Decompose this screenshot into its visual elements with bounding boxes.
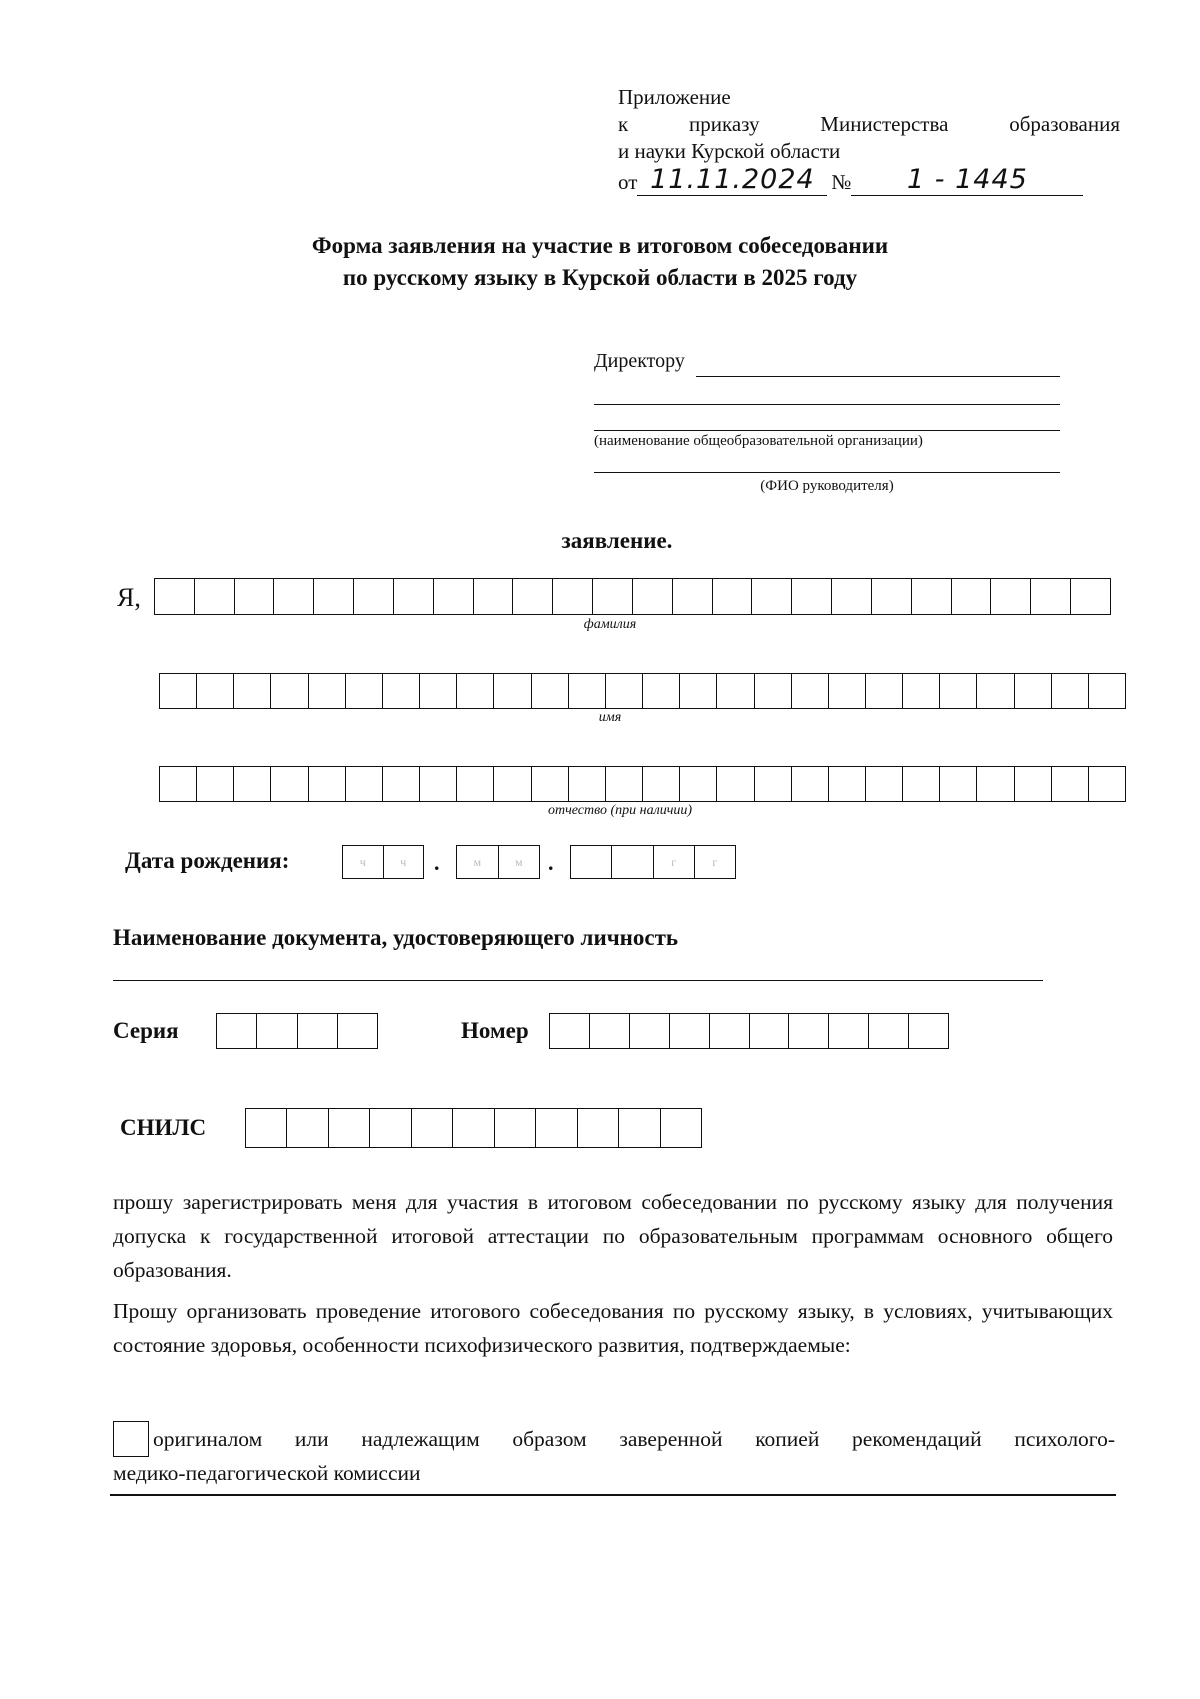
- surname-caption: фамилия: [583, 617, 637, 632]
- input-cell[interactable]: [940, 674, 977, 708]
- input-cell[interactable]: [160, 767, 197, 801]
- input-cell[interactable]: [792, 579, 832, 614]
- input-cell[interactable]: [354, 579, 394, 614]
- snils-label: СНИЛС: [120, 1115, 207, 1140]
- education-word: образования: [1009, 112, 1120, 136]
- fio-line[interactable]: [594, 452, 1060, 473]
- input-cell[interactable]: [160, 674, 197, 708]
- input-cell[interactable]: [309, 767, 346, 801]
- name-cells[interactable]: [159, 673, 1126, 709]
- input-cell[interactable]: [536, 1109, 577, 1147]
- input-cell[interactable]: [513, 579, 553, 614]
- input-cell[interactable]: [234, 767, 271, 801]
- input-cell[interactable]: [412, 1109, 453, 1147]
- input-cell[interactable]: [346, 674, 383, 708]
- director-label: Директору: [594, 350, 685, 372]
- surname-cells[interactable]: [154, 578, 1111, 615]
- input-cell[interactable]: [569, 767, 606, 801]
- input-cell[interactable]: [271, 767, 308, 801]
- input-cell[interactable]: [713, 579, 753, 614]
- input-cell[interactable]: [869, 1014, 909, 1048]
- pmpk-option-line1: оригиналом или надлежащим образом заверенной копией рекомендаций психолого-: [153, 1427, 1115, 1451]
- input-cell[interactable]: [952, 579, 992, 614]
- input-cell[interactable]: [829, 1014, 869, 1048]
- ya-prefix: Я,: [117, 583, 141, 612]
- birth-year-cells[interactable]: [570, 845, 736, 879]
- input-cell[interactable]: [494, 674, 531, 708]
- input-cell[interactable]: [274, 579, 314, 614]
- day-cell-1[interactable]: ч: [343, 846, 384, 878]
- input-cell[interactable]: [457, 767, 494, 801]
- input-cell[interactable]: [434, 579, 474, 614]
- org-caption: (наименование общеобразовательной организации): [594, 433, 923, 449]
- input-cell[interactable]: [717, 767, 754, 801]
- input-cell[interactable]: [197, 767, 234, 801]
- ministry-line: и науки Курской области: [618, 139, 841, 163]
- input-cell[interactable]: [383, 767, 420, 801]
- form-title-line2: по русскому языку в Курской области в 2025 году: [342, 265, 858, 290]
- input-cell[interactable]: [1089, 767, 1125, 801]
- input-cell[interactable]: [630, 1014, 670, 1048]
- registration-paragraph: прошу зарегистрировать меня для участия в итоговом собеседовании по русскому языку для получения допуска к государственной итоговой аттестации по образовательным программам основного общего образования.: [113, 1190, 1113, 1282]
- number-label: Номер: [461, 1018, 529, 1043]
- input-cell[interactable]: [633, 579, 673, 614]
- input-cell[interactable]: [155, 579, 195, 614]
- appendix-header: [618, 84, 1120, 196]
- input-cell[interactable]: [1052, 674, 1089, 708]
- input-cell[interactable]: [474, 579, 514, 614]
- input-cell[interactable]: [553, 579, 593, 614]
- pmpk-checkbox[interactable]: [113, 1421, 149, 1457]
- year-cell-3[interactable]: г: [654, 846, 695, 878]
- input-cell[interactable]: [866, 674, 903, 708]
- input-cell[interactable]: [329, 1109, 370, 1147]
- from-label: от: [618, 170, 638, 194]
- birth-month-cells[interactable]: [456, 845, 540, 879]
- input-cell[interactable]: [792, 767, 829, 801]
- org-line-2[interactable]: [594, 404, 1060, 431]
- form-title-line1: Форма заявления на участие в итоговом собеседовании: [311, 233, 889, 258]
- series-cells[interactable]: [216, 1013, 378, 1049]
- date-separator-2: .: [548, 850, 554, 875]
- input-cell[interactable]: [338, 1014, 377, 1048]
- input-cell[interactable]: [1089, 674, 1125, 708]
- order-date-number: [618, 165, 1120, 196]
- input-cell[interactable]: [977, 674, 1014, 708]
- input-cell[interactable]: [673, 579, 713, 614]
- date-separator-1: .: [434, 850, 440, 875]
- input-cell[interactable]: [829, 767, 866, 801]
- input-cell[interactable]: [670, 1014, 710, 1048]
- order-k: к: [618, 112, 629, 136]
- input-cell[interactable]: [532, 767, 569, 801]
- input-cell[interactable]: [346, 767, 383, 801]
- appendix-label: Приложение: [618, 85, 731, 109]
- ministry-word: Министерства: [820, 112, 949, 136]
- statement-title: заявление.: [561, 528, 673, 553]
- pmpk-option-line2: медико-педагогической комиссии: [113, 1461, 421, 1485]
- fio-caption: (ФИО руководителя): [760, 478, 894, 494]
- input-cell[interactable]: [532, 674, 569, 708]
- number-sign: №: [831, 170, 852, 194]
- input-cell[interactable]: [903, 767, 940, 801]
- input-cell[interactable]: [494, 767, 531, 801]
- input-cell[interactable]: [590, 1014, 630, 1048]
- input-cell[interactable]: [977, 767, 1014, 801]
- input-cell[interactable]: [752, 579, 792, 614]
- org-line-1[interactable]: [594, 378, 1060, 405]
- input-cell[interactable]: [309, 674, 346, 708]
- input-cell[interactable]: [235, 579, 275, 614]
- input-cell[interactable]: [606, 674, 643, 708]
- id-document-line[interactable]: [113, 960, 1043, 981]
- month-cell-1[interactable]: м: [457, 846, 499, 878]
- input-cell[interactable]: [370, 1109, 411, 1147]
- year-cell-4[interactable]: г: [712, 854, 718, 869]
- input-cell[interactable]: [550, 1014, 590, 1048]
- input-cell[interactable]: [195, 579, 235, 614]
- order-number: 1 - 1445: [851, 165, 1083, 196]
- input-cell[interactable]: [872, 579, 912, 614]
- input-cell[interactable]: [314, 579, 354, 614]
- input-cell[interactable]: [643, 674, 680, 708]
- input-cell[interactable]: [909, 1014, 948, 1048]
- input-cell[interactable]: [287, 1109, 328, 1147]
- input-cell[interactable]: [680, 674, 717, 708]
- input-cell[interactable]: [197, 674, 234, 708]
- input-cell[interactable]: [717, 674, 754, 708]
- bottom-rule: [110, 1494, 1116, 1496]
- input-cell[interactable]: [789, 1014, 829, 1048]
- input-cell[interactable]: [829, 674, 866, 708]
- name-caption: имя: [598, 710, 622, 725]
- input-cell[interactable]: [903, 674, 940, 708]
- patronymic-caption: отчество (при наличии): [547, 803, 693, 818]
- input-cell[interactable]: [593, 579, 633, 614]
- input-cell[interactable]: [680, 767, 717, 801]
- series-label: Серия: [113, 1018, 179, 1043]
- input-cell[interactable]: [495, 1109, 536, 1147]
- number-cells[interactable]: [549, 1013, 949, 1049]
- order-line: [618, 111, 1120, 138]
- input-cell[interactable]: [661, 1109, 701, 1147]
- input-cell[interactable]: [383, 674, 420, 708]
- input-cell[interactable]: [750, 1014, 790, 1048]
- order-date: 11.11.2024: [637, 165, 827, 196]
- input-cell[interactable]: [569, 674, 606, 708]
- day-cell-2[interactable]: ч: [400, 854, 407, 869]
- input-cell[interactable]: [755, 767, 792, 801]
- input-cell[interactable]: [619, 1109, 660, 1147]
- input-cell[interactable]: [217, 1014, 257, 1048]
- input-cell[interactable]: [394, 579, 434, 614]
- input-cell[interactable]: [940, 767, 977, 801]
- input-cell[interactable]: [457, 674, 494, 708]
- input-cell[interactable]: [755, 674, 792, 708]
- input-cell[interactable]: [606, 767, 643, 801]
- order-word: приказу: [688, 112, 760, 136]
- input-cell[interactable]: [643, 767, 680, 801]
- conditions-paragraph: Прошу организовать проведение итогового собеседования по русскому языку, в условиях, учитывающих состояние здоровья, особенности психофизического развития, подтверждаемые:: [113, 1299, 1113, 1357]
- input-cell[interactable]: [1015, 767, 1052, 801]
- year-cell-2[interactable]: [612, 846, 653, 878]
- input-cell[interactable]: [246, 1109, 287, 1147]
- input-cell[interactable]: [912, 579, 952, 614]
- month-cell-2[interactable]: м: [514, 854, 523, 869]
- director-line[interactable]: [696, 350, 1060, 377]
- input-cell[interactable]: [832, 579, 872, 614]
- snils-cells[interactable]: [245, 1108, 702, 1148]
- input-cell[interactable]: [1052, 767, 1089, 801]
- birth-day-cells[interactable]: [342, 845, 424, 879]
- input-cell[interactable]: [792, 674, 829, 708]
- input-cell[interactable]: [271, 674, 308, 708]
- input-cell[interactable]: [453, 1109, 494, 1147]
- input-cell[interactable]: [1071, 579, 1110, 614]
- input-cell[interactable]: [298, 1014, 338, 1048]
- id-document-title: Наименование документа, удостоверяющего личность: [113, 925, 679, 950]
- input-cell[interactable]: [710, 1014, 750, 1048]
- input-cell[interactable]: [1031, 579, 1071, 614]
- input-cell[interactable]: [1015, 674, 1052, 708]
- patronymic-cells[interactable]: [159, 766, 1126, 802]
- input-cell[interactable]: [234, 674, 271, 708]
- input-cell[interactable]: [866, 767, 903, 801]
- input-cell[interactable]: [578, 1109, 619, 1147]
- input-cell[interactable]: [420, 767, 457, 801]
- input-cell[interactable]: [991, 579, 1031, 614]
- input-cell[interactable]: [420, 674, 457, 708]
- year-cell-1[interactable]: [571, 846, 612, 878]
- form-title: [0, 230, 1200, 294]
- birth-date-label: Дата рождения:: [125, 848, 290, 873]
- input-cell[interactable]: [257, 1014, 297, 1048]
